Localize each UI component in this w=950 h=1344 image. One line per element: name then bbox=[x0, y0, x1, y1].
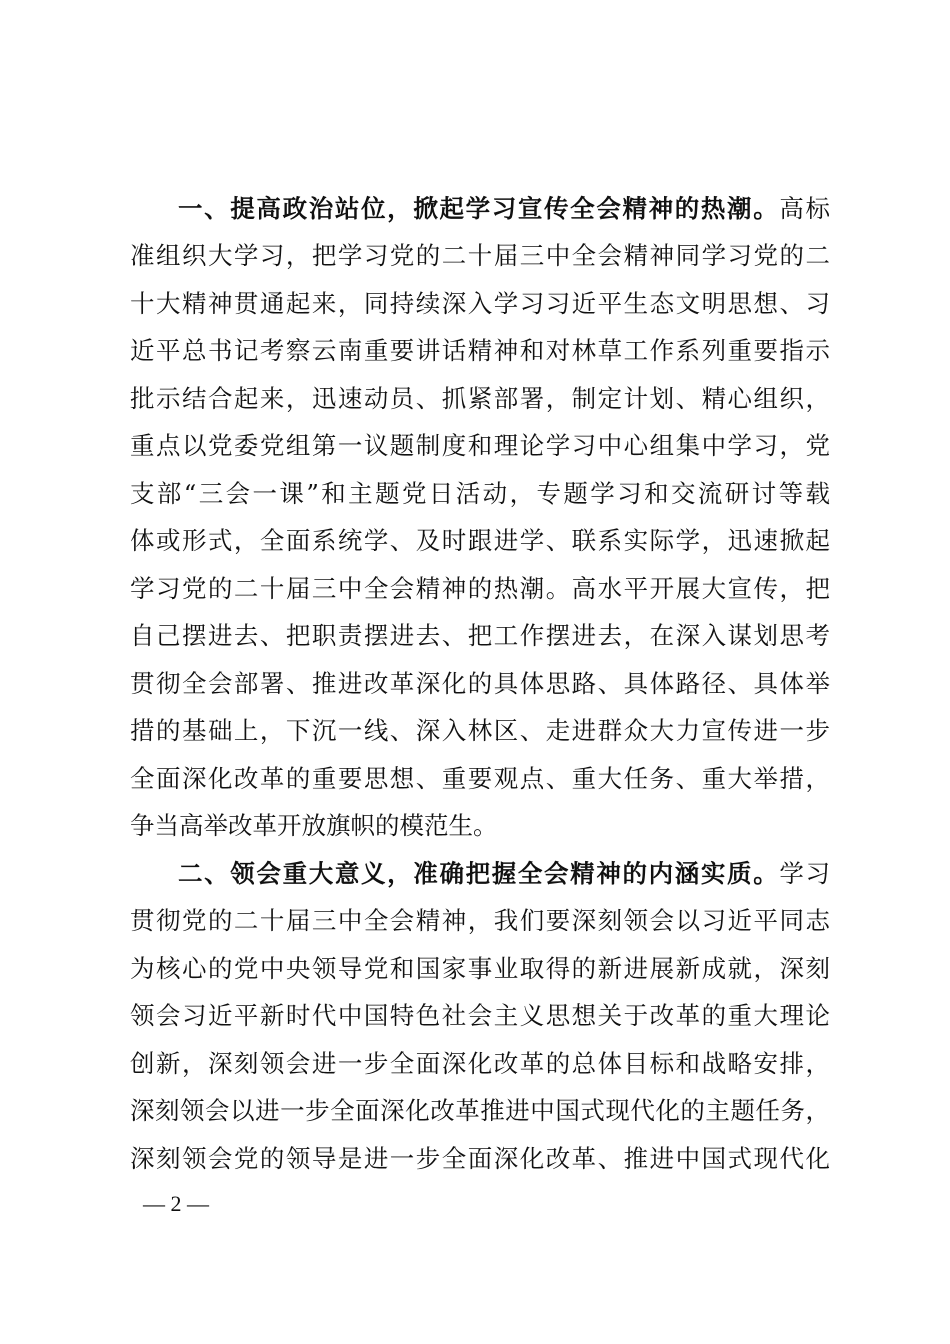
paragraph-1-line-4: 近平总书记考察云南重要讲话精神和对林草工作系列重要指示 bbox=[130, 336, 830, 365]
paragraph-2-line-4: 领会习近平新时代中国特色社会主义思想关于改革的重大理论 bbox=[130, 1001, 830, 1030]
paragraph-2-line-5: 创新，深刻领会进一步全面深化改革的总体目标和战略安排， bbox=[130, 1049, 830, 1078]
page-number: — 2 — bbox=[143, 1191, 209, 1216]
paragraph-2-line-1 bbox=[178, 858, 830, 890]
paragraph-1-line-6: 重点以党委党组第一议题制度和理论学习中心组集中学习，党 bbox=[130, 431, 830, 460]
paragraph-1-line-13: 全面深化改革的重要思想、重要观点、重大任务、重大举措， bbox=[130, 764, 830, 793]
paragraph-1-line-11: 贯彻全会部署、推进改革深化的具体思路、具体路径、具体举 bbox=[130, 669, 830, 698]
paragraph-1-line-10: 自己摆进去、把职责摆进去、把工作摆进去，在深入谋划思考 bbox=[130, 621, 830, 650]
paragraph-2-text-start: 学习 bbox=[779, 859, 831, 888]
paragraph-1-line-8: 体或形式，全面系统学、及时跟进学、联系实际学，迅速掀起 bbox=[130, 526, 830, 555]
paragraph-1-line-5: 批示结合起来，迅速动员、抓紧部署，制定计划、精心组织， bbox=[130, 384, 830, 413]
paragraph-2-heading: 二、领会重大意义，准确把握全会精神的内涵实质。 bbox=[178, 859, 780, 888]
paragraph-1-text-start: 高标 bbox=[779, 194, 831, 223]
paragraph-2-line-7: 深刻领会党的领导是进一步全面深化改革、推进中国式现代化 bbox=[130, 1144, 830, 1173]
paragraph-1-line-14: 争当高举改革开放旗帜的模范生。 bbox=[130, 811, 498, 840]
paragraph-1-line-1 bbox=[178, 193, 830, 225]
paragraph-1-line-9: 学习党的二十届三中全会精神的热潮。高水平开展大宣传，把 bbox=[130, 574, 830, 603]
paragraph-2-line-6: 深刻领会以进一步全面深化改革推进中国式现代化的主题任务， bbox=[130, 1096, 830, 1125]
paragraph-1-heading: 一、提高政治站位，掀起学习宣传全会精神的热潮。 bbox=[178, 194, 780, 223]
paragraph-1-line-12: 措的基础上，下沉一线、深入林区、走进群众大力宣传进一步 bbox=[130, 716, 830, 745]
paragraph-2-line-2: 贯彻党的二十届三中全会精神，我们要深刻领会以习近平同志 bbox=[130, 906, 830, 935]
paragraph-1-line-2: 准组织大学习，把学习党的二十届三中全会精神同学习党的二 bbox=[130, 241, 830, 270]
paragraph-1-line-7: 支部“三会一课”和主题党日活动，专题学习和交流研讨等载 bbox=[130, 479, 830, 508]
paragraph-1-line-3: 十大精神贯通起来，同持续深入学习习近平生态文明思想、习 bbox=[130, 289, 830, 318]
paragraph-2-line-3: 为核心的党中央领导党和国家事业取得的新进展新成就，深刻 bbox=[130, 954, 830, 983]
